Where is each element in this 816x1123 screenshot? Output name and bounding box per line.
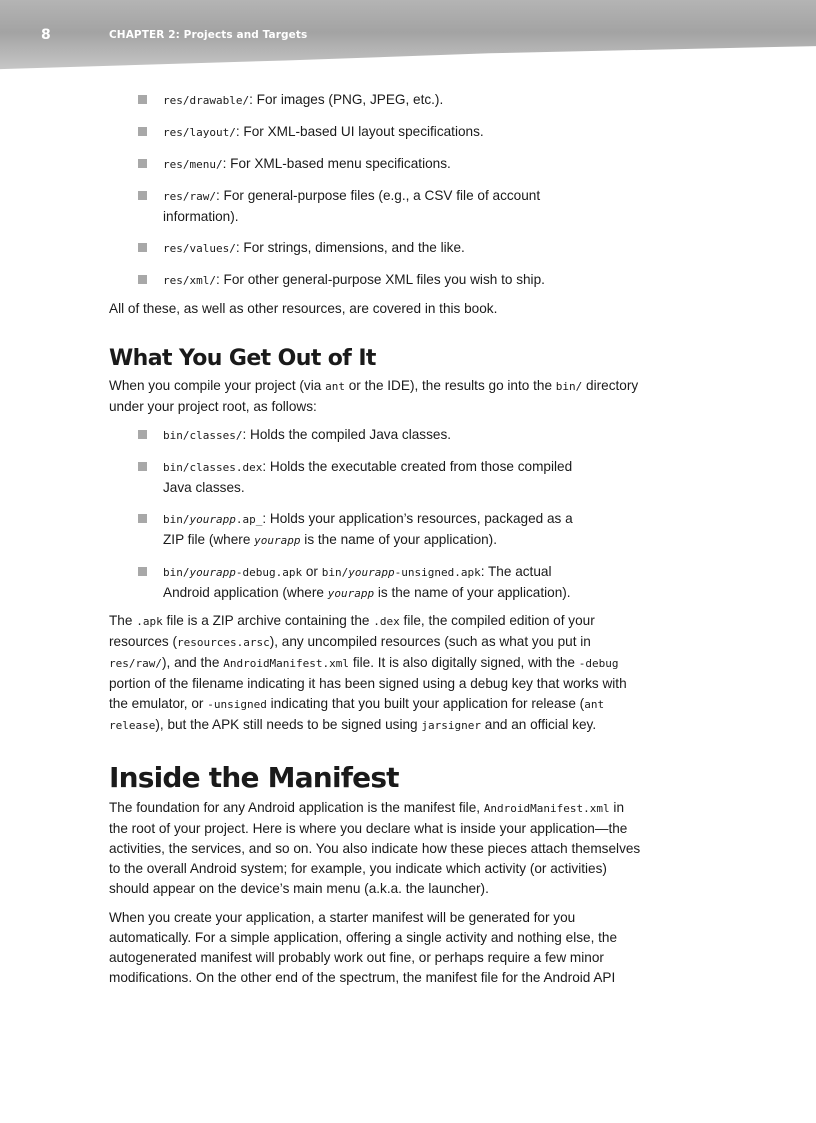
bullet-square-icon <box>138 127 147 136</box>
res-directory-list <box>109 90 709 291</box>
bullet-square-icon <box>138 275 147 284</box>
list-item: bin/yourapp.ap_: Holds your application’s resources, packaged as a ZIP file (where yourapp is the name of your application). <box>109 509 709 551</box>
bullet-square-icon <box>138 567 147 576</box>
starter-manifest-paragraph: When you create your application, a starter manifest will be generated for you automatically. For a simple application, offering a single activity and nothing else, the autogenerated manifest will probably work out fine, or perhaps require a few minor modifications. On the other end of the spectrum, the manifest file for the Android API <box>109 910 618 985</box>
bullet-square-icon <box>138 514 147 523</box>
directory-path: res/drawable/ <box>163 94 250 107</box>
apk-description-paragraph: The .apk file is a ZIP archive containing the .dex file, the compiled edition of your resources (resources.arsc), any uncompiled resources (such as what you put in res/raw/), and the AndroidManifest.xml file. It is also digitally signed, with the -debug portion of the filename indicating it has been signed using a debug key that works with the emulator, or -unsigned indicating that you built your application for release (ant release), but the APK still needs to be signed using jarsigner and an official key. <box>109 613 627 732</box>
list-item: bin/classes/: Holds the compiled Java classes. <box>109 425 709 446</box>
bullet-square-icon <box>138 95 147 104</box>
list-item: bin/classes.dex: Holds the executable created from those compiled Java classes. <box>109 457 709 498</box>
manifest-intro-paragraph: The foundation for any Android application is the manifest file, AndroidManifest.xml in the root of your project. Here is where you declare what is inside your application—the activities, the services, and so on. You also indicate how these pieces attach themselves to the overall Android system; for example, you indicate which activity (or activities) should appear on the device’s main menu (a.k.a. the launcher). <box>109 800 641 896</box>
directory-path: res/raw/ <box>163 190 216 203</box>
running-chapter-title: CHAPTER 2: Projects and Targets <box>109 29 308 41</box>
page-number: 8 <box>41 27 51 43</box>
list-item: bin/yourapp-debug.apk or bin/yourapp-unsigned.apk: The actual Android application (where yourapp is the name of your application). <box>109 562 709 604</box>
section-heading-manifest: Inside the Manifest <box>109 761 399 794</box>
list-item: res/drawable/: For images (PNG, JPEG, etc.). <box>109 90 709 111</box>
bin-output-list <box>109 425 709 604</box>
bullet-square-icon <box>138 462 147 471</box>
list-item: res/raw/: For general-purpose files (e.g., a CSV file of account information). <box>109 186 709 227</box>
bullet-square-icon <box>138 191 147 200</box>
directory-path: res/menu/ <box>163 158 223 171</box>
list-item: res/menu/: For XML-based menu specifications. <box>109 154 709 175</box>
list-item: res/xml/: For other general-purpose XML files you wish to ship. <box>109 270 709 291</box>
directory-path: res/layout/ <box>163 126 236 139</box>
bullet-square-icon <box>138 430 147 439</box>
page-content <box>109 89 709 988</box>
resources-summary: All of these, as well as other resources, are covered in this book. <box>109 301 498 316</box>
directory-path: res/values/ <box>163 242 236 255</box>
list-item: res/values/: For strings, dimensions, and the like. <box>109 238 709 259</box>
section-heading-output: What You Get Out of It <box>109 346 376 371</box>
compile-intro-paragraph: When you compile your project (via ant or the IDE), the results go into the bin/ directory under your project root, as follows: <box>109 378 639 414</box>
bullet-square-icon <box>138 159 147 168</box>
list-item: res/layout/: For XML-based UI layout specifications. <box>109 122 709 143</box>
bullet-square-icon <box>138 243 147 252</box>
directory-path: res/xml/ <box>163 274 216 287</box>
